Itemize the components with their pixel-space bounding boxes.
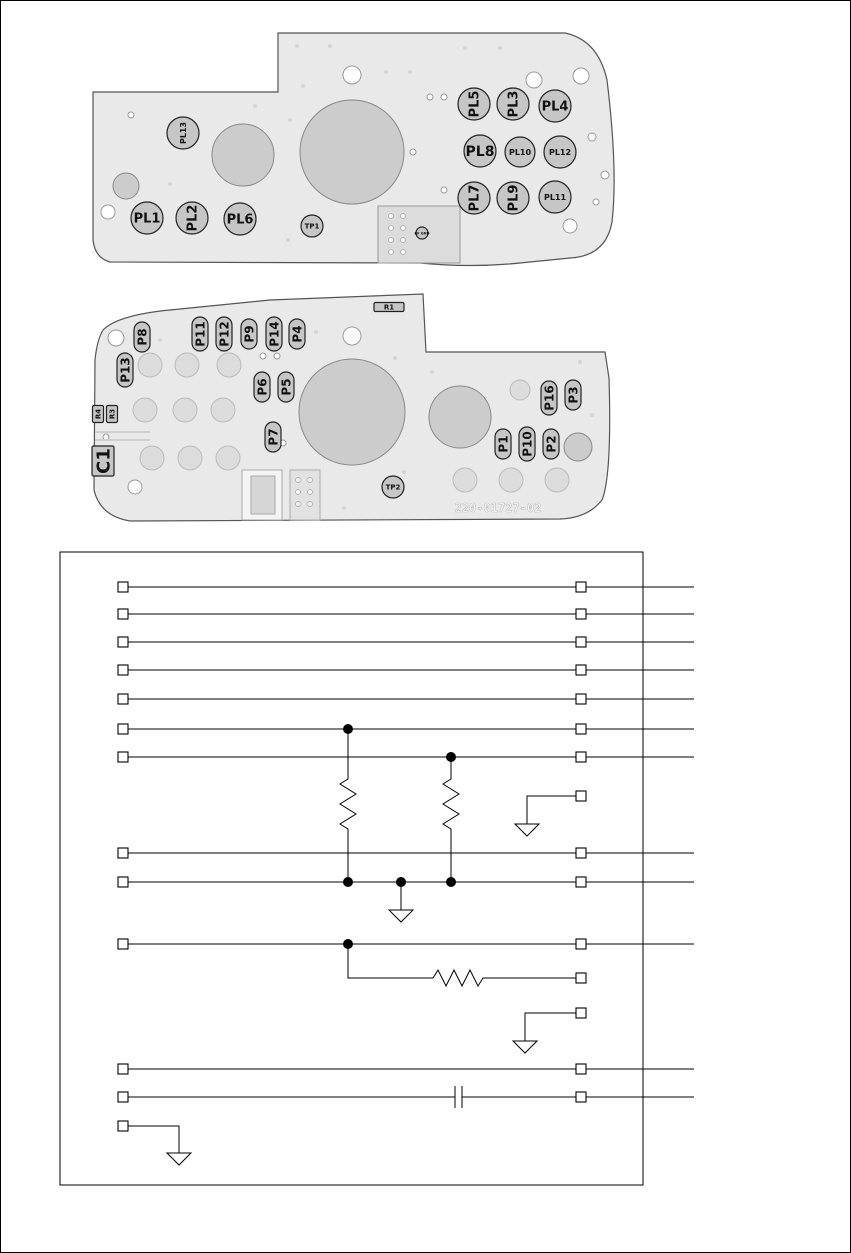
right-terminals	[576, 582, 586, 1102]
pad-label-p9	[241, 319, 257, 349]
svg-text:PL13: PL13	[178, 121, 188, 145]
pad-label-r4	[93, 406, 104, 423]
schematic	[60, 552, 694, 1185]
svg-text:P11: P11	[193, 321, 208, 347]
svg-text:PL5: PL5	[467, 90, 483, 118]
via	[343, 66, 361, 84]
svg-text:PL9: PL9	[506, 184, 522, 212]
svg-text:P5: P5	[279, 378, 294, 396]
pad-label-p5	[278, 372, 294, 402]
large-pad	[212, 124, 274, 186]
svg-text:P8: P8	[135, 328, 150, 346]
svg-text:PL3: PL3	[506, 90, 522, 118]
via	[101, 205, 115, 219]
pad-label-p2	[543, 429, 559, 459]
left-terminals	[118, 582, 128, 1131]
pad-label-pl10	[505, 137, 535, 167]
via	[410, 149, 416, 155]
via	[108, 330, 124, 346]
pad-label-pl8	[464, 135, 496, 167]
resistor-1	[340, 729, 356, 882]
svg-text:R4: R4	[94, 408, 103, 420]
svg-text:PL12: PL12	[548, 147, 572, 157]
pad-label-p1	[495, 429, 511, 459]
ground-symbol	[389, 882, 413, 922]
via	[441, 94, 447, 100]
svg-text:PL8: PL8	[465, 144, 495, 161]
svg-text:PL7: PL7	[467, 184, 483, 212]
svg-text:PL1: PL1	[133, 211, 161, 227]
pad-label-p6	[254, 372, 270, 402]
resistor-3	[348, 944, 576, 986]
via	[573, 68, 589, 84]
ground-symbol	[513, 1013, 576, 1053]
pad-label-tp1	[301, 215, 323, 237]
svg-text:PL6: PL6	[226, 212, 254, 228]
pad	[113, 173, 139, 199]
svg-text:P1: P1	[496, 435, 511, 453]
svg-text:PL10: PL10	[508, 147, 532, 157]
pad-label-p12	[216, 317, 232, 351]
via	[128, 112, 134, 118]
ground-symbol	[515, 796, 576, 836]
pad-label-p3	[565, 380, 581, 410]
svg-text:TP1: TP1	[304, 222, 320, 231]
svg-text:P3: P3	[566, 386, 581, 404]
junction-dots	[343, 724, 456, 949]
svg-text:R3: R3	[108, 408, 117, 420]
pad-label-pl11	[539, 181, 571, 213]
via	[427, 94, 433, 100]
pad-label-p14	[266, 317, 282, 351]
via	[593, 199, 599, 205]
via	[128, 480, 142, 494]
via	[563, 219, 577, 233]
svg-text:P9: P9	[242, 325, 257, 343]
pcb-top-view	[93, 33, 614, 266]
pad-label-pl6	[224, 203, 256, 235]
svg-text:PL2: PL2	[185, 204, 201, 232]
via	[260, 353, 266, 359]
schematic-wires	[128, 587, 694, 1097]
pad-label-pl1	[131, 202, 163, 234]
via	[441, 187, 447, 193]
pad-label-pl9	[497, 182, 529, 214]
svg-text:TP2: TP2	[385, 483, 401, 492]
pad-label-p10	[519, 427, 535, 461]
via	[601, 171, 609, 179]
pad-label-p7	[265, 422, 281, 452]
svg-text:P12: P12	[217, 321, 232, 347]
via	[274, 353, 280, 359]
svg-text:P6: P6	[255, 378, 270, 396]
pcb-bottom-view	[94, 294, 610, 521]
pad-label-pl2	[176, 202, 208, 234]
ground-symbol	[128, 1126, 191, 1165]
via	[588, 133, 596, 141]
pad-label-p16	[541, 381, 557, 415]
part-number: 220-01727-02	[454, 501, 542, 515]
pad	[564, 433, 592, 461]
pad-label-r1	[374, 303, 404, 312]
schematic-frame	[60, 552, 643, 1185]
pad-label-pl3	[497, 88, 529, 120]
large-pad	[299, 359, 405, 465]
pad-label-p13	[117, 353, 133, 387]
pad-label-p11	[192, 317, 208, 351]
pad-label-tp2	[382, 476, 404, 498]
svg-text:P13: P13	[118, 357, 133, 383]
pad-label-p8	[134, 322, 150, 352]
via	[526, 72, 542, 88]
svg-text:PL11: PL11	[543, 192, 567, 202]
capacitor	[455, 1086, 462, 1108]
svg-text:PL4: PL4	[541, 99, 569, 115]
pad-label-pl12	[544, 136, 576, 168]
svg-text:P7: P7	[266, 428, 281, 446]
resistor-2	[443, 757, 459, 882]
pad-label-pl7	[458, 182, 490, 214]
svg-text:P14: P14	[267, 321, 282, 347]
pad-label-r3	[107, 406, 118, 423]
pad-label-pl13	[167, 117, 199, 149]
svg-text:RF GND: RF GND	[414, 231, 430, 236]
pad-label-c1	[92, 446, 114, 476]
pad-label-pl4	[539, 90, 571, 122]
via	[343, 327, 361, 345]
large-pad	[429, 386, 491, 448]
svg-text:P10: P10	[520, 431, 535, 457]
svg-text:P2: P2	[544, 435, 559, 453]
svg-text:P4: P4	[290, 325, 305, 343]
large-pad	[300, 100, 404, 204]
svg-text:C1: C1	[93, 448, 115, 474]
pad-label-p4	[289, 319, 305, 349]
svg-text:P16: P16	[542, 385, 557, 411]
svg-text:R1: R1	[383, 303, 395, 312]
pad-label-pl5	[458, 88, 490, 120]
